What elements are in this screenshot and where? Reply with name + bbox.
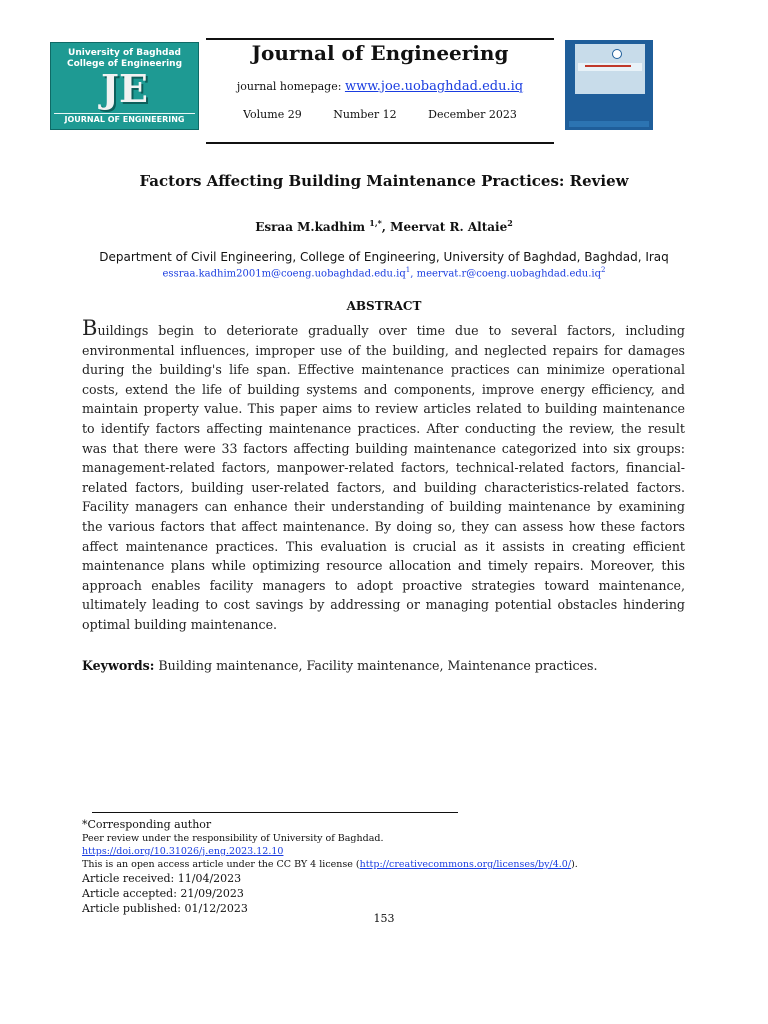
footnote-rule — [92, 812, 458, 813]
author-2: Meervat R. Altaie — [390, 220, 508, 234]
number-text: Number 12 — [333, 108, 397, 121]
corresponding-author-note: *Corresponding author — [82, 818, 212, 831]
homepage-link[interactable]: www.joe.uobaghdad.edu.iq — [344, 79, 524, 94]
abstract-body — [82, 316, 685, 635]
logo-university-text: University of Baghdad — [68, 48, 181, 58]
email-2-sup: 2 — [601, 266, 606, 274]
journal-logo — [50, 42, 199, 130]
header-bottom-rule — [206, 142, 554, 144]
logo-college-text: College of Engineering — [66, 59, 183, 69]
license-link[interactable]: http://creativecommons.org/licenses/by/4.0/ — [359, 859, 572, 870]
logo-mark: JE — [101, 66, 148, 111]
author-2-affil: 2 — [507, 218, 513, 228]
keywords — [82, 658, 685, 673]
cover-seal-icon — [612, 49, 622, 59]
license-prefix: This is an open access article under the CC BY 4 license ( — [82, 859, 360, 870]
issue-info — [206, 108, 554, 121]
keywords-text: Building maintenance, Facility maintenance, Maintenance practices. — [154, 658, 598, 673]
logo-journal-text: JOURNAL OF ENGINEERING — [54, 113, 195, 125]
email-2[interactable]: meervat.r@coeng.uobaghdad.edu.iq — [416, 268, 601, 280]
abstract-dropcap: B — [82, 316, 98, 340]
license-suffix: ). — [571, 859, 578, 870]
header-top-rule — [206, 38, 554, 40]
date-text: December 2023 — [428, 108, 517, 121]
article-accepted: Article accepted: 21/09/2023 — [82, 887, 244, 900]
journal-cover-image — [565, 40, 653, 130]
article-received: Article received: 11/04/2023 — [82, 872, 242, 885]
footnotes — [82, 817, 682, 916]
email-separator: , — [410, 268, 417, 280]
keywords-label: Keywords: — [82, 658, 155, 673]
author-separator: , — [381, 220, 391, 234]
author-1-affil: 1,* — [369, 218, 382, 228]
email-1[interactable]: essraa.kadhim2001m@coeng.uobaghdad.edu.iq — [162, 268, 406, 280]
authors — [0, 218, 768, 234]
page-number: 153 — [373, 912, 395, 925]
author-emails — [0, 266, 768, 279]
journal-title: Journal of Engineering — [251, 41, 509, 65]
abstract-text: uildings begin to deteriorate gradually over time due to several factors, including environmental influences, improper use of the building, and neglected repairs for damages during the building's life span. Effective maintenance practices can minimize operational costs, extend the life of building systems and components, improve energy efficiency, and maintain property value. This paper aims to review articles related to building maintenance to identify factors affecting maintenance practices. After conducting the review, the result was that there were 33 factors affecting building maintenance categorized into six groups: management-related factors, manpower-related factors, technical-related factors, financial-related factors, building user-related factors, and building characteristics-related factors. Facility managers can enhance their understanding of building maintenance by examining the various factors that affect maintenance. By doing so, they can assess how these factors affect maintenance practices. This evaluation is crucial as it assists in creating efficient maintenance plans while optimizing resource allocation and timely repairs. Moreover, this approach enables facility managers to adopt proactive strategies toward maintenance, ultimately leading to cost savings by addressing or managing potential obstacles hindering optimal building maintenance. — [82, 323, 685, 632]
journal-homepage — [206, 79, 554, 94]
affiliation: Department of Civil Engineering, College of Engineering, University of Baghdad, Baghdad, Iraq — [99, 250, 669, 264]
cover-bottom-strip — [569, 121, 649, 127]
doi-link[interactable]: https://doi.org/10.31026/j.eng.2023.12.10 — [82, 846, 284, 857]
peer-review-note: Peer review under the responsibility of University of Baghdad. — [82, 833, 384, 844]
author-1: Esraa M.kadhim — [255, 220, 366, 234]
volume-text: Volume 29 — [243, 108, 302, 121]
homepage-label: journal homepage: — [236, 80, 342, 93]
paper-title: Factors Affecting Building Maintenance Practices: Review — [139, 172, 629, 190]
license-note — [82, 858, 682, 871]
abstract-heading: ABSTRACT — [346, 299, 422, 313]
cover-title-mark — [585, 65, 631, 67]
email-1-sup: 1 — [405, 266, 411, 274]
cover-panel — [575, 44, 645, 94]
article-published: Article published: 01/12/2023 — [82, 902, 248, 915]
